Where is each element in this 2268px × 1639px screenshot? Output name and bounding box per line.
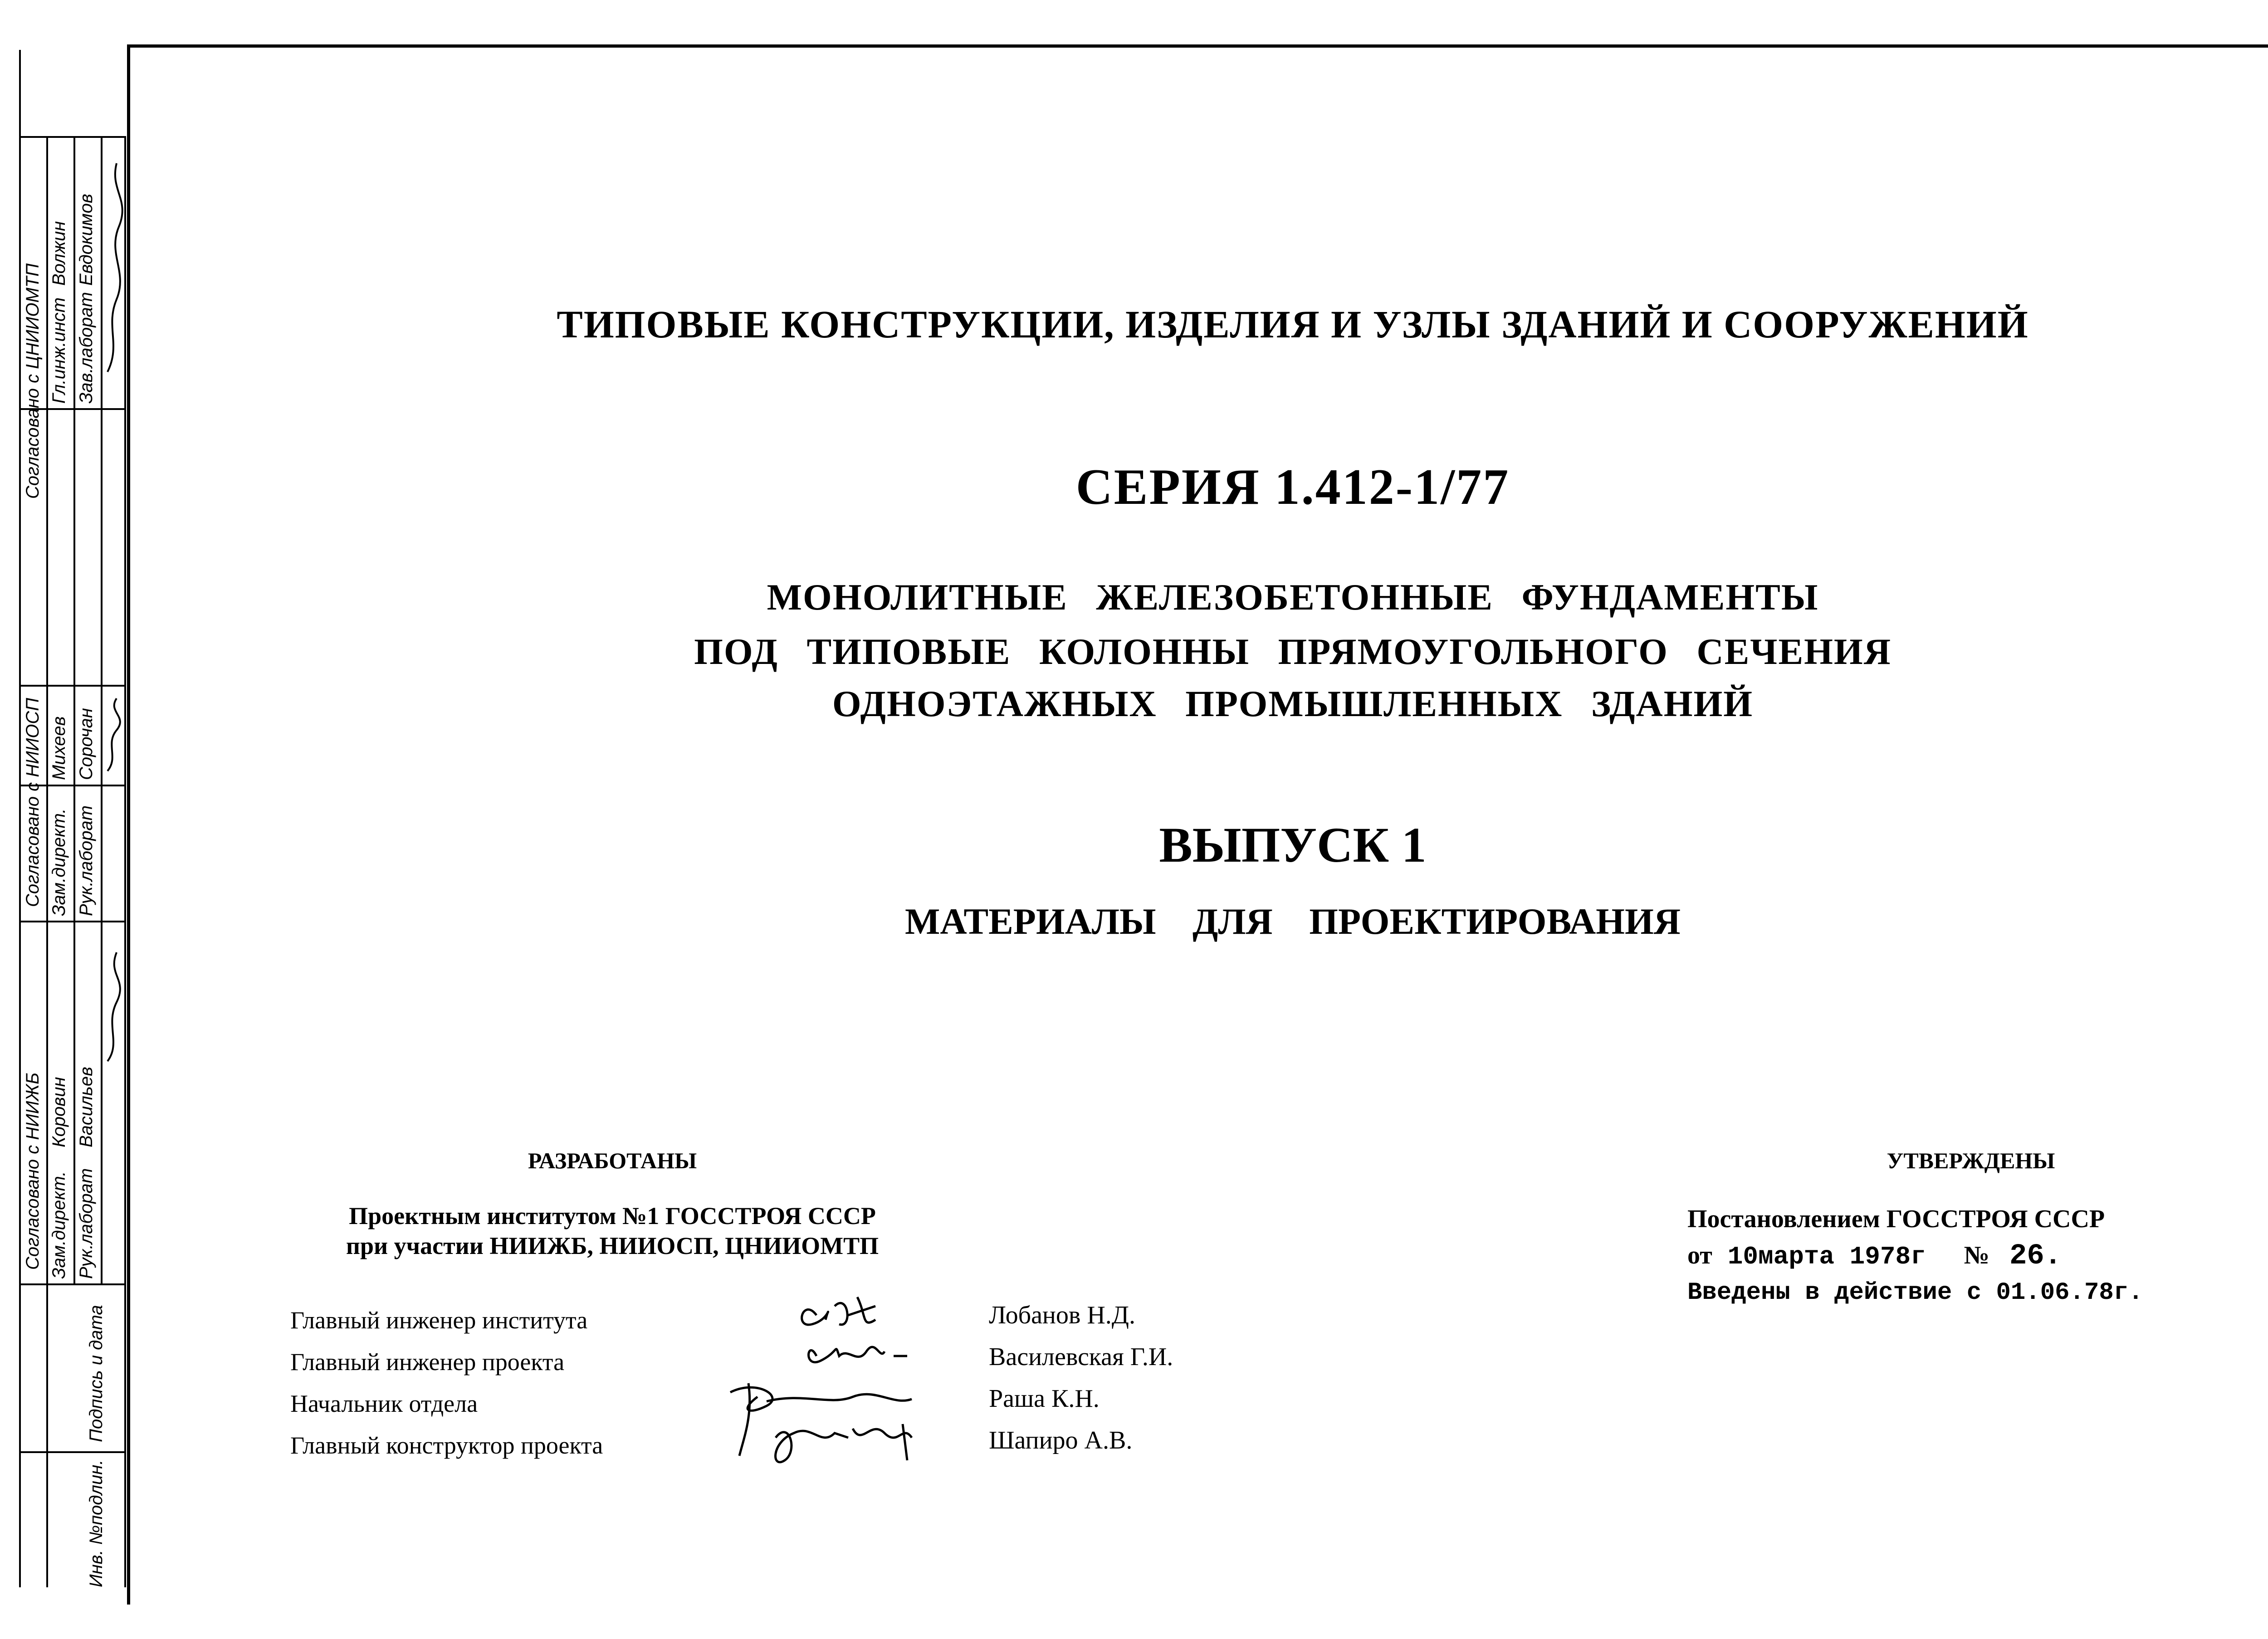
strip-row-line [19,1451,124,1453]
developed-line-2: при участии НИИЖБ, НИИОСП, ЦНИИОМТП [346,1232,879,1259]
strip-col-line [19,136,21,1587]
strip-col-line [124,136,126,1587]
developed-by-block [272,1147,953,1261]
approved-date-prefix: от [1687,1241,1712,1269]
stamp-name: Михеев [49,716,69,780]
agreed-cniiomtp-label: Согласовано с ЦНИИОМТП [23,263,43,499]
series-number: СЕРИЯ 1.412-1/77 [1075,459,1510,515]
staff-role: Главный конструктор проекта [290,1432,603,1459]
approved-line-1: Постановлением ГОССТРОЯ СССР [1687,1205,2105,1233]
staff-role: Главный инженер проекта [290,1348,565,1376]
strip-row-line [19,1283,124,1285]
signature-scribbles [712,1288,948,1478]
approved-effective-date: Введены в действие с 01.06.78г. [1687,1279,2143,1307]
approved-heading: УТВЕРЖДЕНЫ [1887,1148,2055,1173]
staff-role: Главный инженер института [290,1307,588,1334]
stamp-role: Рук.лаборат [76,1168,96,1279]
developed-line-1: Проектным институтом №1 ГОССТРОЯ СССР [349,1202,876,1229]
stamp-name: Сорочан [76,708,96,780]
strip-row-line [19,921,124,922]
issue-number: ВЫПУСК 1 [1159,817,1427,873]
stamp-signature-scribble [103,694,123,776]
staff-name: Василевская Г.И. [989,1343,1173,1371]
stamp-role: Зам.директ. [49,1171,69,1279]
stamp-role: Зам.директ. [49,808,69,916]
approved-number-label: № [1964,1241,1989,1269]
approved-date: 10марта 1978г [1727,1242,1926,1271]
staff-name: Раша К.Н. [989,1385,1100,1413]
stamp-role: Рук.лаборат [76,805,96,916]
approved-line-2 [1687,1237,2254,1275]
subtitle-line-3: ОДНОЭТАЖНЫХ ПРОМЫШЛЕННЫХ ЗДАНИЙ [832,683,1754,724]
stamp-role: Зав.лаборат [76,292,96,404]
staff-signatures [712,1288,948,1478]
agreed-niizhb-label: Согласовано с НИИЖБ [23,1072,43,1270]
staff-name: Лобанов Н.Д. [989,1301,1135,1329]
approved-block [1687,1147,2254,1311]
staff-name: Шапиро А.В. [989,1426,1133,1454]
strip-row-line [19,685,124,687]
approved-number: 26. [2009,1240,2062,1273]
subtitle-line-2: ПОД ТИПОВЫЕ КОЛОННЫ ПРЯМОУГОЛЬНОГО СЕЧЕНИЯ [694,631,1892,672]
strip-col-line [101,136,103,1283]
strip-col-line [46,136,48,1587]
sign-date-label: Подпись и дата [86,1305,106,1442]
stamp-name: Коровин [49,1077,69,1147]
side-approval-stamp [19,136,124,1587]
stamp-signature-scribble [103,154,123,381]
strip-row-line [19,136,124,138]
stamp-name: Волжин [49,221,69,286]
document-title: ТИПОВЫЕ КОНСТРУКЦИИ, ИЗДЕЛИЯ И УЗЛЫ ЗДАНИЙ И СООРУЖЕНИЙ [557,302,2029,346]
stamp-name: Евдокимов [76,194,96,286]
strip-col-line [73,136,75,1283]
agreed-niiosp-label: Согласовано с НИИОСП [23,698,43,907]
stamp-role: Гл.инж.инст [49,297,69,404]
stamp-signature-scribble [103,948,123,1066]
staff-role: Начальник отдела [290,1390,478,1417]
stamp-name: Васильев [76,1067,96,1147]
developed-heading: РАЗРАБОТАНЫ [528,1148,697,1173]
inventory-number-label: Инв. №подлин. [86,1459,106,1587]
issue-title: МАТЕРИАЛЫ ДЛЯ ПРОЕКТИРОВАНИЯ [905,901,1681,942]
subtitle-line-1: МОНОЛИТНЫЕ ЖЕЛЕЗОБЕТОННЫЕ ФУНДАМЕНТЫ [767,576,1819,618]
